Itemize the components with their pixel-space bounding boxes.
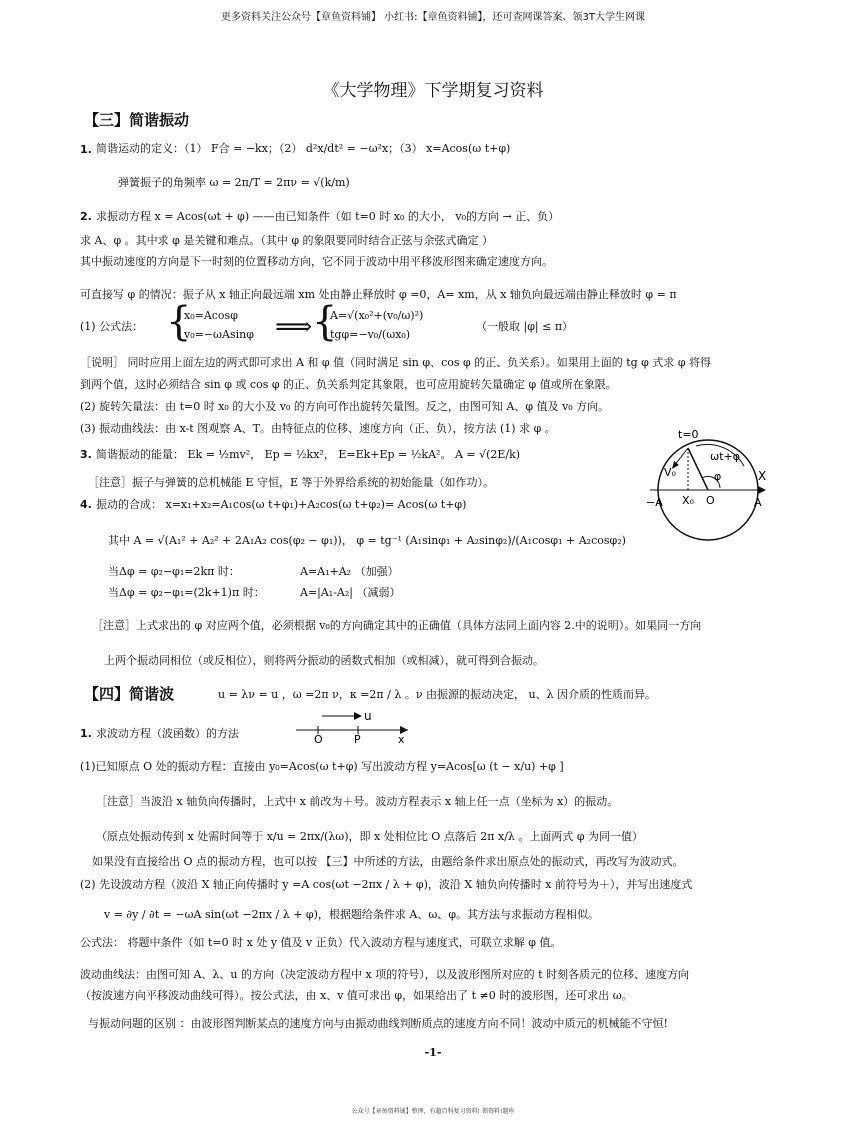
text-line: 上两个振动同相位（或反相位），则将两分振动的函数式相加（或相减），就可得到合振动。 (104, 654, 544, 667)
t0-label: t=0 (678, 428, 699, 441)
left-brace-icon: { (312, 299, 338, 345)
item-number: 2. (80, 210, 92, 223)
equation: A=√(x₀²+(v₀/ω)²) (330, 309, 424, 322)
condition-result: A=|A₁-A₂| （减弱） (300, 586, 401, 599)
left-brace-icon: { (166, 299, 192, 345)
u-arrow-icon (354, 712, 362, 720)
text-line: (1)已知原点 O 处的振动方程：直接由 y₀=Acos(ω t+φ) 写出波动方程 y=Acos[ω (t − x/u) +φ ] (80, 760, 564, 773)
text-line: ［注意］振子与弹簧的总机械能 E 守恒，E 等于外界给系统的初始能量（如作功）。 (88, 476, 495, 489)
text-line: v = ∂y / ∂t = −ωA sin(ωt −2πx / λ + φ)，根据题给条件求 A、ω、φ。其方法与求振动方程相似。 (104, 908, 600, 921)
text-line: (2) 旋转矢量法：由 t=0 时 x₀ 的大小及 v₀ 的方向可作出旋转矢量图。反之，由图可知 A、φ 值及 v₀ 方向。 (80, 400, 610, 413)
text-line: 公式法： 将题中条件（如 t=0 时 x 处 y 值及 v 正负）代入波动方程与速度式，可联立求解 φ 值。 (80, 936, 562, 949)
text-line: ［说明］ 同时应用上面左边的两式即可求出 A 和 φ 值（同时满足 sin φ、cos φ 的正、负关系）。如果用上面的 tg φ 式求 φ 将得 (80, 356, 712, 369)
equation: x₀=Acosφ (184, 309, 238, 322)
item-number: 3. (80, 448, 92, 461)
condition-result: A=A₁+A₂ （加强） (300, 565, 399, 578)
x-axis-arrow-icon (758, 486, 766, 494)
text-line: 求波动方程（波函数）的方法 (96, 727, 239, 740)
text-line: 到两个值，这时必须结合 sin φ 或 cos φ 的正、负关系判定其象限，也可应用旋转矢量确定 φ 值或所在象限。 (80, 378, 617, 391)
amplitude-phase-line: 其中 A = √(A₁² + A₂² + 2A₁A₂ cos(φ₂ − φ₁))， φ = tg⁻¹ (A₁sinφ₁ + A₂sinφ₂)/(A₁cosφ₁ + A₂cosφ₂) (108, 534, 626, 547)
x0-label: X₀ (682, 494, 694, 507)
text-line: (3) 振动曲线法：由 x-t 图观察 A、T。由特征点的位移、速度方向（正、负），按方法 (1) 求 φ 。 (80, 422, 556, 435)
amplitude-vector (688, 448, 708, 490)
note: （一般取 |φ| ≤ π） (476, 320, 574, 333)
formula-method-label: (1) 公式法： (80, 320, 144, 333)
equation: v₀=−ωAsinφ (184, 328, 254, 341)
phi-label: φ (714, 470, 722, 483)
vibration-equation-line: 求振动方程 x = Acos(ωt + φ) ——由已知条件（如 t=0 时 x₀ 的大小， v₀的方向 → 正、负） (96, 210, 560, 223)
footer-note: 公众号【章鱼资料铺】整理，有超百科复习资料! 领资料!题库 (351, 1108, 515, 1115)
text-line: 波动曲线法：由图可知 A、λ、u 的方向（决定波动方程中 x 项的符号），以及波形图所对应的 t 时刻各质元的位移、速度方向 (80, 968, 690, 981)
text-line: （按波速方向平移波动曲线可得）。按公式法，由 x、v 值可求出 φ，如果给出了 t ≠0 时的波形图，还可求出 ω。 (80, 989, 633, 1002)
text-line: 可直接写 φ 的情况：振子从 x 轴正向最远端 xm 处由静止释放时 φ =0，A= xm，从 x 轴负向最远端由静止释放时 φ = π (80, 288, 677, 301)
neg-a-label: −A (646, 496, 663, 509)
text-line: ［注意］上式求出的 φ 对应两个值，必须根据 v₀的方向确定其中的正确值（具体方法同上面内容 2.中的说明）。如果同一方向 (92, 619, 702, 632)
section-heading-4: 【四】简谐波 (84, 685, 175, 703)
p-label: P (354, 733, 361, 746)
o-label: O (314, 733, 323, 746)
a-label: A (754, 496, 762, 509)
text-line: 求 A、φ 。其中求 φ 是关键和难点。（其中 φ 的象限要同时结合正弦与余弦式确定 ） (80, 234, 494, 247)
wave-axis-diagram (296, 706, 416, 746)
equation: tgφ=−v₀/(ωx₀) (330, 328, 411, 341)
x-label: x (398, 733, 405, 746)
section-heading-3: 【三】简谐振动 (84, 111, 190, 129)
item-number: 4. (80, 498, 92, 511)
condition-text: 当Δφ = φ₂−φ₁=(2k+1)π 时： (108, 586, 265, 599)
implies-arrow-icon: ⟹ (275, 312, 313, 342)
x-label: X (758, 469, 767, 483)
u-label: u (364, 709, 372, 723)
definition-line: 简谐运动的定义：（1） F合 = −kx；（2） d²x/dt² = −ω²x；（3） x=Acos(ω t+φ) (96, 142, 511, 155)
item-number: 1. (80, 727, 92, 740)
text-line: 如果没有直接给出 O 点的振动方程，也可以按 【三】中所述的方法，由题给条件求出原点处的振动式，再改写为波动式。 (92, 855, 684, 868)
header-note: 更多资料关注公众号【章鱼资料铺】 小红书:【章鱼资料铺】，还可查网课答案、领3T大学生网课 (220, 12, 646, 23)
energy-line: 简谐振动的能量： Ek = ½mv²， Ep = ½kx²， E=Ek+Ep = ½kA²。 A = √(2E/k) (96, 448, 521, 461)
page-title: 《大学物理》下学期复习资料 (322, 81, 544, 101)
rotating-vector-diagram (644, 426, 770, 550)
v0-label: V₀ (664, 466, 676, 479)
page-number: -1- (424, 1046, 442, 1059)
item-number: 1. (80, 143, 92, 156)
text-line: ［注意］当波沿 x 轴负向传播时，上式中 x 前改为＋号。波动方程表示 x 轴上任一点（坐标为 x）的振动。 (96, 795, 619, 808)
text-line: 与振动问题的区别 ：由波形图判断某点的速度方向与由振动曲线判断质点的速度方向不同！波动中质元的机械能不守恒! (88, 1017, 668, 1030)
angular-frequency-line: 弹簧振子的角频率 ω = 2π/T = 2πν = √(k/m) (118, 176, 350, 189)
composition-line: 振动的合成： x=x₁+x₂=A₁cos(ω t+φ₁)+A₂cos(ω t+φ₂)= Acos(ω t+φ) (96, 498, 467, 511)
text-line: 其中振动速度的方向是下一时刻的位置移动方向，它不同于波动中用平移波形图来确定速度方向。 (80, 255, 553, 268)
o-label: O (706, 494, 715, 507)
text-line: (2) 先设波动方程（波沿 X 轴正向传播时 y =A cos(ωt −2πx / λ + φ)，波沿 X 轴负向传播时 x 前符号为＋），并写出速度式 (80, 878, 693, 891)
condition-text: 当Δφ = φ₂−φ₁=2kπ 时： (108, 565, 240, 578)
text-line: （原点处振动传到 x 处需时间等于 x/u = 2πx/(λω)，即 x 处相位比 O 点落后 2π x/λ 。上面两式 φ 为同一值） (96, 830, 644, 843)
wave-relation-line: u = λν = u ，ω =2π ν，κ =2π / λ 。ν 由振源的振动决定， u、λ 因介质的性质而异。 (218, 688, 657, 701)
omega-t-phi-label: ωt+φ (710, 450, 740, 463)
